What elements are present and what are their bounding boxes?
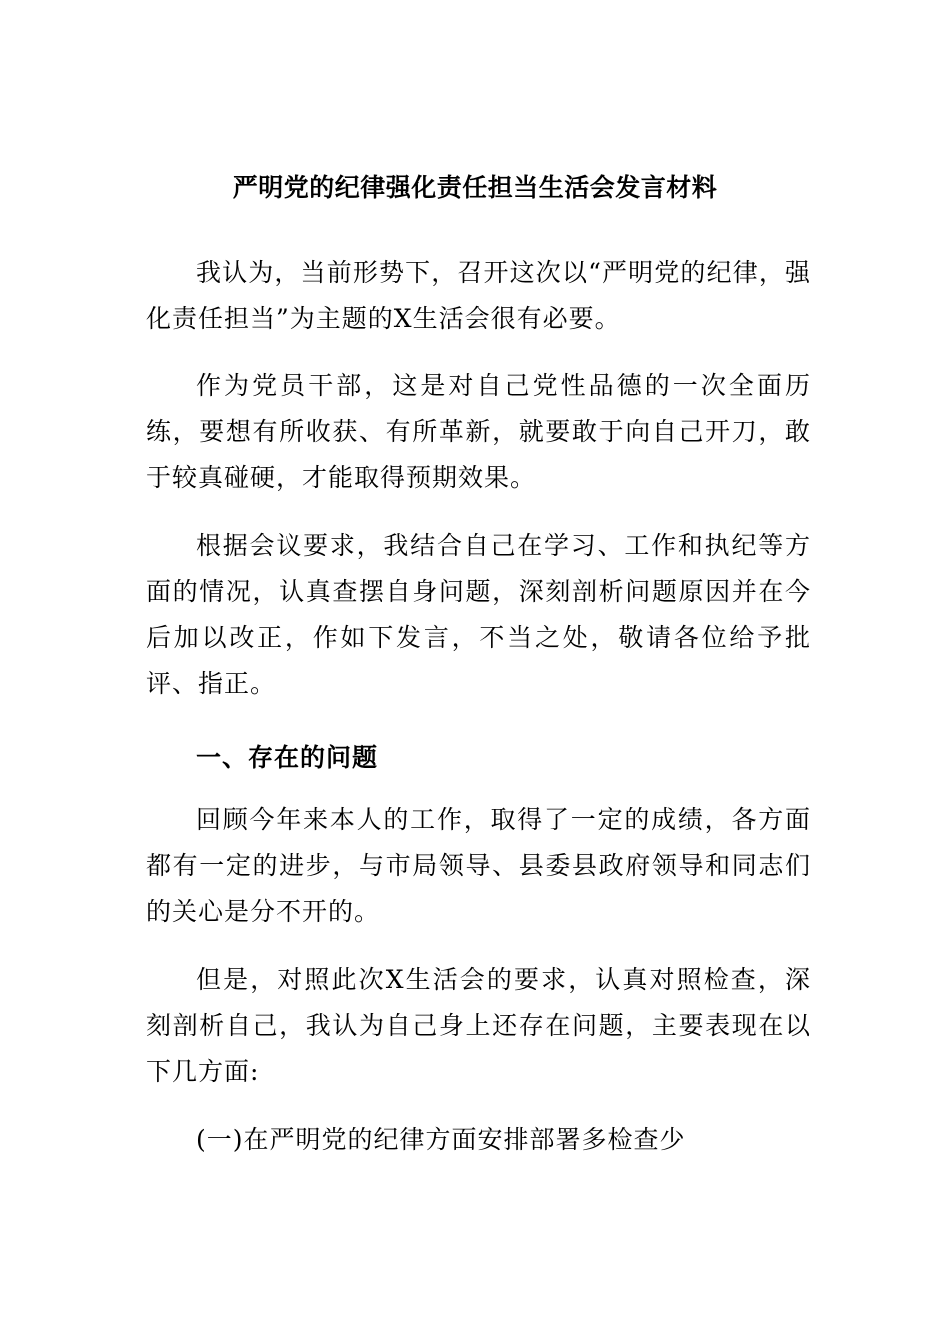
paragraph-meeting-requirements: 根据会议要求，我结合自己在学习、工作和执纪等方面的情况，认真查摆自身问题，深刻剖析问题原因并在今后加以改正，作如下发言，不当之处，敬请各位给予批评、指正。	[146, 531, 811, 698]
paragraph-intro: 我认为，当前形势下，召开这次以“严明党的纪律，强化责任担当”为主题的X生活会很有必要。	[146, 258, 811, 333]
paragraph-self-reflection: 作为党员干部，这是对自己党性品德的一次全面历练，要想有所收获、有所革新，就要敢于向自己开刀，敢于较真碰硬，才能取得预期效果。	[146, 371, 811, 492]
paragraph-review: 回顾今年来本人的工作，取得了一定的成绩，各方面都有一定的进步，与市局领导、县委县政府领导和同志们的关心是分不开的。	[146, 805, 811, 926]
document-title: 严明党的纪律强化责任担当生活会发言材料	[232, 173, 718, 202]
subsection-heading: (一)在严明党的纪律方面安排部署多检查少	[196, 1125, 686, 1154]
section-heading: 一、存在的问题	[196, 743, 379, 772]
paragraph-problems-overview: 但是，对照此次X生活会的要求，认真对照检查，深刻剖析自己，我认为自己身上还存在问题，主要表现在以下几方面:	[146, 965, 811, 1086]
